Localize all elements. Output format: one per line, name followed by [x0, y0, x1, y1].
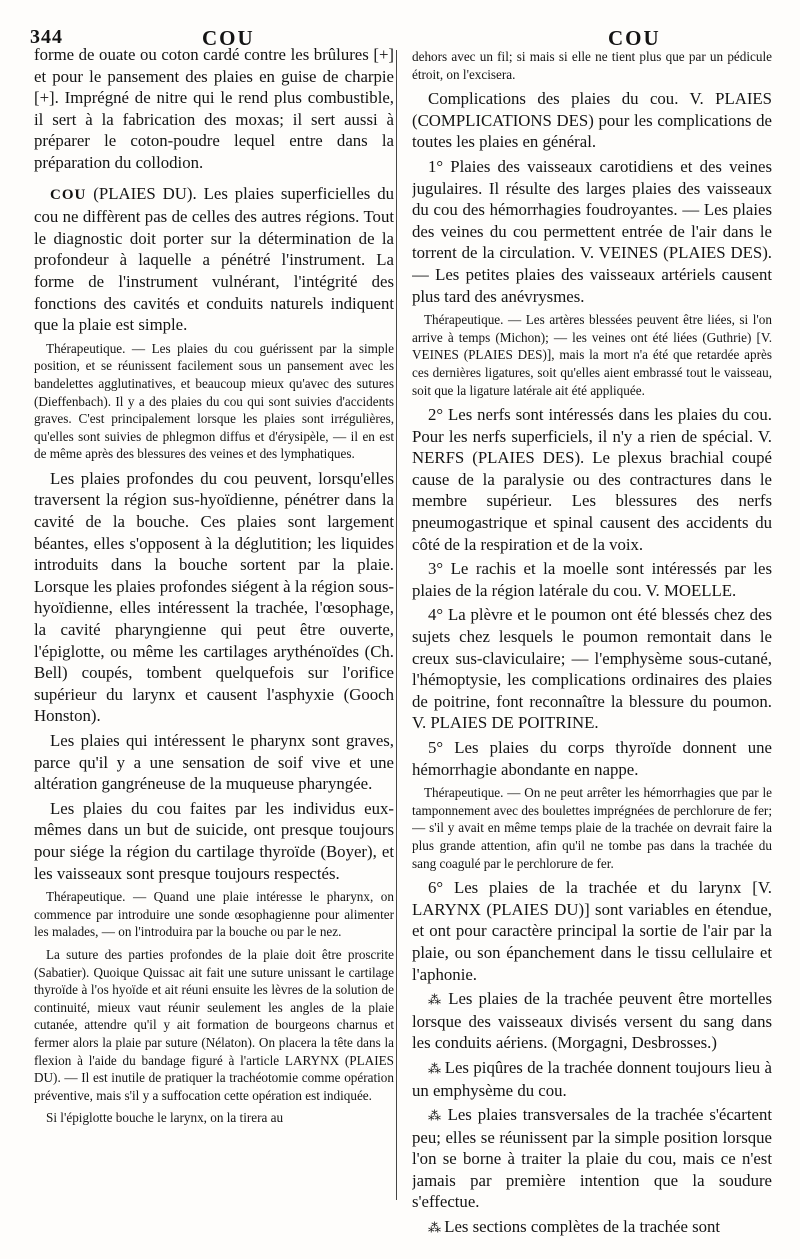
page-number: 344 — [30, 26, 63, 48]
paragraph: 1° Plaies des vaisseaux carotidiens et des veines jugulaires. Il résulte des larges plaies des vaisseaux du cou des hémorrhagies foudroyantes. — Les plaies des veines du cou permettent entrée de l'air dans le torrent de la circulation. V. VEINES (PLAIES DES). — Les petites plaies des vaisseaux artériels causent plus tard des anévrysmes. — [412, 156, 772, 306]
paragraph: 5° Les plaies du corps thyroïde donnent une hémorrhagie abondante en nappe. — [412, 738, 772, 779]
asterism: ⁂ — [428, 1220, 440, 1236]
asterism: ⁂ — [428, 1060, 441, 1076]
therapeutic-note: Thérapeutique. — Quand une plaie intéresse le pharynx, on commence par introduire une sonde œsophagienne pour alimenter les malades, — on l'introduira par la bouche ou par le nez. — [34, 889, 394, 940]
paragraph: 4° La plèvre et le poumon ont été blessés chez des sujets chez lesquels le poumon remontait dans le creux sus-claviculaire; — l'emphysème sous-cutané, l'hémoptysie, les complications ordinaires des plaies de poitrine, font reconnaître la blessure du poumon. V. PLAIES DE POITRINE. — [412, 605, 772, 733]
therapeutic-note-continued: dehors avec un fil; si mais si elle ne tient plus que par un pédicule étroit, on l'excisera. — [412, 49, 772, 82]
left-column — [34, 44, 394, 1259]
therapeutic-note: Thérapeutique. — Les artères blessées peuvent être liées, si l'on arrive à temps (Michon); — les veines ont été liées (Guthrie) [V. VEINES (PLAIES DES)], mais la mort n'a été que retardée après ces dernières ligatures, soit qu'elles aient embrassé tout le vaisseau, soit que la ligature latérale ait été appliquée. — [412, 312, 772, 398]
running-head-left: COU — [202, 26, 255, 50]
therapeutic-note: Si l'épiglotte bouche le larynx, on la tirera au — [46, 1110, 284, 1126]
paragraph: 2° Les nerfs sont intéressés dans les plaies du cou. Pour les nerfs superficiels, il n'y a rien de spécial. V. NERFS (PLAIES DES). Le plexus brachial coupé cause de la paralysie ou des contractures dans le membre supérieur. Les blessures des nerfs pneumogastrique et spinal causent des accidents du côté de la respiration et de la voix. — [412, 405, 772, 554]
column-divider — [396, 50, 397, 1200]
therapeutic-note: Thérapeutique. — On ne peut arrêter les hémorrhagies que par le tamponnement avec des boulettes imprégnées de perchlorure de fer; — s'il y avait en même temps plaie de la trachée on devrait faire la plus grande attention, afin qu'il ne tombe pas dans la trachée du sang coagulé par le perchlorure de fer. — [412, 785, 772, 871]
paragraph: Les plaies du cou faites par les individus eux-mêmes dans un but de suicide, ont presque toujours pour siége la région du cartilage thyroïde (Boyer), et les vaisseaux sont presque toujours respectés. — [34, 798, 394, 883]
paragraph: ⁂ Les plaies transversales de la trachée s'écartent peu; elles se réunissent par la simple position lorsque l'on se borne à traiter la plaie du cou, mais ce n'est jamais par première intention que la soudure s'effectue. — [412, 1105, 772, 1212]
paragraph: ⁂ Les piqûres de la trachée donnent toujours lieu à un emphysème du cou. — [412, 1057, 772, 1100]
paragraph: Complications des plaies du cou. V. PLAIES (COMPLICATIONS DES) pour les complications de toutes les plaies en général. — [412, 89, 772, 152]
running-head-right: COU — [608, 26, 661, 50]
entry-headword: COU — [50, 186, 87, 203]
paragraph: forme de ouate ou coton cardé contre les brûlures [+] et pour le pansement des plaies en guise de charpie [+]. Imprégné de nitre qui le rend plus combustible, il sert à la fabrication des moxas; il sert aussi à préparer le coton-poudre lequel entre dans la préparation du collodion. — [34, 45, 394, 172]
right-column — [412, 44, 772, 1259]
paragraph: 3° Le rachis et la moelle sont intéressés par les plaies de la région latérale du cou. V. MOELLE. — [412, 559, 772, 600]
paragraph: Les plaies profondes du cou peuvent, lorsqu'elles traversent la région sus-hyoïdienne, pénétrer dans la cavité de la bouche. Ces plaies sont largement béantes, elles s'opposent à la déglutition; les liquides introduits dans la bouche sortent par la plaie. Lorsque les plaies profondes siégent à la région sous-hyoïdienne, elles intéressent la trachée, l'œsophage, la cavité pharyngienne qui peut être ouverte, l'épiglotte, ou même les cartilages arythénoïdes (Ch. Bell) coupés, tombent quelquefois sur l'orifice supérieur du larynx et causent l'asphyxie (Gooch Honston). — [34, 468, 394, 726]
asterism: ⁂ — [428, 992, 442, 1008]
paragraph: Les plaies qui intéressent le pharynx sont graves, parce qu'il y a une sensation de soif vive et une altération gangréneuse de la muqueuse pharyngée. — [34, 731, 394, 794]
therapeutic-note: La suture des parties profondes de la plaie doit être proscrite (Sabatier). Quoique Quissac ait fait une suture unissant le cartilage thyroïde à l'os hyoïde et ait réuni ensuite les lèvres de la solution de continuité, mieux vaut réunir seulement les angles de la plaie cutanée, attendre qu'il y ait formation de bourgeons charnus et fermer alors la plaie par suture (Nélaton). On placera la tête dans la flexion à l'aide du bandage figuré à l'article LARYNX (PLAIES DU). — Il est inutile de pratiquer la trachéotomie comme opération préventive, mais s'il y a suffocation cette opération est indiquée. — [34, 946, 394, 1103]
asterism: ⁂ — [428, 1108, 442, 1124]
entry-text: (PLAIES DU). Les plaies superficielles du cou ne diffèrent pas de celles des autres régions. Tout le diagnostic doit porter sur la détermination de la profondeur à laquelle a pénétré l'instrument. La forme de l'instrument vulnérant, l'intégrité des fonctions des cavités et conduits naturels indiquent que la plaie est simple. — [34, 183, 394, 335]
therapeutic-note: Thérapeutique. — Les plaies du cou guérissent par la simple position, et se réunissent facilement sous un pansement avec les bandelettes agglutinatives, et beaucoup mieux qu'avec des sutures (Dieffenbach). Il y a des plaies du cou qui sont suivies d'accidents graves. C'est principalement lorsque les plaies sont irrégulières, qu'elles sont suivies de phlegmon diffus et d'érysipèle, — il en est de même après des blessures des veines et des lymphatiques. — [34, 340, 394, 462]
entry-cou-plaies — [34, 183, 394, 336]
paragraph: ⁂ Les plaies de la trachée peuvent être mortelles lorsque des vaisseaux divisés versent du sang dans les conduits aériens. (Morgagni, Desbrosses.) — [412, 989, 772, 1053]
paragraph: ⁂ Les sections complètes de la trachée sont — [428, 1217, 721, 1237]
paragraph: 6° Les plaies de la trachée et du larynx [V. LARYNX (PLAIES DU)] sont variables en étendue, et ont pour caractère principal la sortie de l'air par la plaie, ou son épanchement dans le tissu cellulaire et l'aphonie. — [412, 878, 772, 984]
